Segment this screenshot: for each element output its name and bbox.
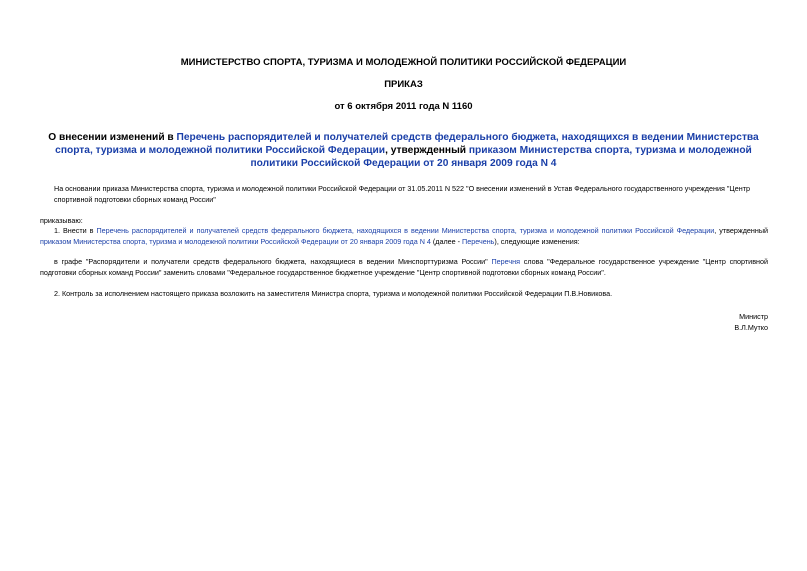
title-text-1: О внесении изменений в [48,132,177,143]
paragraph-prikazyvayu: приказываю: [40,216,83,225]
document-type: ПРИКАЗ [384,79,423,90]
signature-block [734,311,768,333]
item-1-text-a: 1. Внести в [54,226,97,235]
paragraph-item-2: 2. Контроль за исполнением настоящего приказа возложить на заместителя Министра спорта, туризма и молодежной политики Российской Федерации П.В.Новикова. [54,289,613,298]
item-1-link-perechen-short[interactable]: Перечень [462,237,495,246]
item-1-text-c: (далее - [430,237,463,246]
paragraph-item-1 [40,225,768,247]
document-date-number: от 6 октября 2011 года N 1160 [334,101,473,112]
title-link-prikaz[interactable]: приказом Министерства спорта, туризма и молодежной политики Российской Федерации от 20 января 2009 года N 4 [250,145,752,169]
item-1-link-perechen[interactable]: Перечень распорядителей и получателей средств федерального бюджета, находящихся в ведении Министерства спорта, туризма и молодежной политики Российской Федерации [96,226,715,235]
item-1-text-b: , утвержденный [714,226,769,235]
signature-position: Министр [739,312,768,321]
change-link-perechnya[interactable]: Перечня [491,257,521,266]
title-link-perechen[interactable]: Перечень распорядителей и получателей средств федерального бюджета, находящихся в ведении Министерства спорта, туризма и молодежной политики Российской Федерации [55,132,759,156]
document-title [44,131,763,170]
paragraph-change [40,256,768,278]
signature-name: В.Л.Мутко [734,323,768,332]
title-text-2: , утвержденный [385,145,469,156]
change-text-b: слова "Федеральное государственное учреждение "Центр спортивной подготовки сборных команд России" заменить словами "Федеральное государственное бюджетное учреждение "Центр спортивной подготовки сборных команд России". [40,257,768,277]
paragraph-basis [54,183,768,205]
paragraph-basis-text: На основании приказа Министерства спорта, туризма и молодежной политики Российской Федерации от 31.05.2011 N 522 "О внесении изменений в Устав Федерального государственного учреждения "Центр спортивной подготовки сборных команд России" [54,184,750,204]
ministry-heading: МИНИСТЕРСТВО СПОРТА, ТУРИЗМА И МОЛОДЕЖНОЙ ПОЛИТИКИ РОССИЙСКОЙ ФЕДЕРАЦИИ [180,57,627,68]
change-text-a: в графе "Распорядители и получатели средств федерального бюджета, находящиеся в ведении Минспорттуризма России" [54,257,492,266]
item-1-link-prikaz[interactable]: приказом Министерства спорта, туризма и молодежной политики Российской Федерации от 20 января 2009 года N 4 [40,237,431,246]
item-1-text-d: ), следующие изменения: [494,237,580,246]
